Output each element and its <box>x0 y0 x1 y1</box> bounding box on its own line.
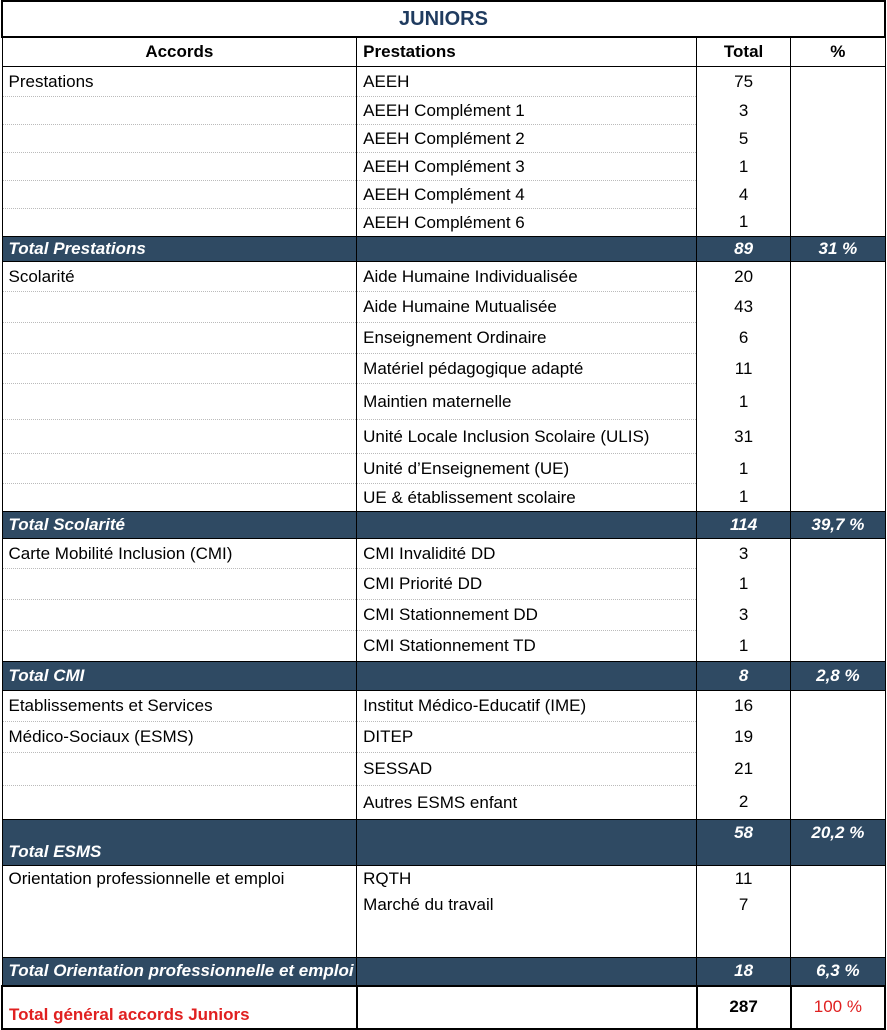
accord-cell <box>2 631 357 662</box>
table-row <box>2 153 885 181</box>
prestation-label: Autres ESMS enfant <box>357 786 697 820</box>
table-row <box>2 892 885 918</box>
table-row <box>2 753 885 786</box>
prestation-percent <box>791 866 885 892</box>
total-value: 18 <box>697 958 791 986</box>
table-row <box>2 125 885 153</box>
prestation-percent <box>791 292 885 323</box>
prestation-label: Unité Locale Inclusion Scolaire (ULIS) <box>357 420 697 454</box>
prestation-label: CMI Stationnement TD <box>357 631 697 662</box>
prestation-percent <box>791 384 885 420</box>
total-label: Total ESMS <box>2 820 357 866</box>
grand-total-row <box>2 986 885 1029</box>
prestation-label: AEEH Complément 4 <box>357 181 697 209</box>
prestation-label: UE & établissement scolaire <box>357 484 697 512</box>
prestation-percent <box>791 262 885 292</box>
prestation-percent <box>791 153 885 181</box>
accord-cell: Scolarité <box>2 262 357 292</box>
prestation-label: RQTH <box>357 866 697 892</box>
prestation-total: 1 <box>697 569 791 600</box>
total-percent: 31 % <box>791 237 885 262</box>
total-value: 89 <box>697 237 791 262</box>
prestation-percent <box>791 539 885 569</box>
prestation-total: 1 <box>697 631 791 662</box>
accord-cell: Etablissements et Services <box>2 691 357 722</box>
prestation-total: 11 <box>697 866 791 892</box>
juniors-table <box>1 0 886 1030</box>
accord-cell <box>2 292 357 323</box>
table-row <box>2 67 885 97</box>
prestation-percent <box>791 786 885 820</box>
total-label: Total CMI <box>2 662 357 691</box>
table-row <box>2 354 885 384</box>
prestation-label: Aide Humaine Mutualisée <box>357 292 697 323</box>
prestation-label: AEEH Complément 6 <box>357 209 697 237</box>
header-accords: Accords <box>2 37 357 67</box>
header-percent: % <box>791 37 885 67</box>
prestation-label: Institut Médico-Educatif (IME) <box>357 691 697 722</box>
accord-cell <box>2 753 357 786</box>
prestation-total: 4 <box>697 181 791 209</box>
prestation-percent <box>791 892 885 918</box>
title-row <box>2 1 885 37</box>
total-empty-cell <box>357 820 697 866</box>
accord-cell: Orientation professionnelle et emploi <box>2 866 357 892</box>
prestation-percent <box>791 569 885 600</box>
spacer-cell <box>697 918 791 958</box>
total-row <box>2 237 885 262</box>
prestation-percent <box>791 67 885 97</box>
prestation-label: DITEP <box>357 722 697 753</box>
header-row <box>2 37 885 67</box>
total-label: Total Orientation professionnelle et emploi <box>2 958 357 986</box>
prestation-total: 20 <box>697 262 791 292</box>
spacer-cell <box>791 918 885 958</box>
grand-total-label: Total général accords Juniors <box>2 986 357 1029</box>
prestation-percent <box>791 722 885 753</box>
accord-cell <box>2 420 357 454</box>
prestation-total: 3 <box>697 97 791 125</box>
total-empty-cell <box>357 662 697 691</box>
prestation-total: 5 <box>697 125 791 153</box>
prestation-label: CMI Invalidité DD <box>357 539 697 569</box>
total-percent: 2,8 % <box>791 662 885 691</box>
table-row <box>2 786 885 820</box>
table-row <box>2 631 885 662</box>
prestation-label: AEEH Complément 3 <box>357 153 697 181</box>
prestation-percent <box>791 420 885 454</box>
table-row <box>2 866 885 892</box>
table-row <box>2 384 885 420</box>
accord-cell <box>2 484 357 512</box>
prestation-label: CMI Stationnement DD <box>357 600 697 631</box>
table-row <box>2 97 885 125</box>
prestation-total: 31 <box>697 420 791 454</box>
prestation-percent <box>791 454 885 484</box>
total-empty-cell <box>357 958 697 986</box>
table-row-spacer <box>2 918 885 958</box>
accord-cell <box>2 569 357 600</box>
prestation-percent <box>791 631 885 662</box>
prestation-total: 1 <box>697 384 791 420</box>
prestation-label: Aide Humaine Individualisée <box>357 262 697 292</box>
total-empty-cell <box>357 512 697 539</box>
prestation-percent <box>791 691 885 722</box>
table-row <box>2 722 885 753</box>
table-row <box>2 262 885 292</box>
prestation-total: 11 <box>697 354 791 384</box>
spacer-cell <box>357 918 697 958</box>
accord-cell <box>2 125 357 153</box>
prestation-total: 43 <box>697 292 791 323</box>
prestation-percent <box>791 323 885 354</box>
grand-total-empty <box>357 986 697 1029</box>
accord-cell <box>2 209 357 237</box>
prestation-label: AEEH Complément 1 <box>357 97 697 125</box>
prestation-percent <box>791 753 885 786</box>
table-row <box>2 600 885 631</box>
table-row <box>2 569 885 600</box>
prestation-total: 16 <box>697 691 791 722</box>
prestation-total: 19 <box>697 722 791 753</box>
prestation-total: 2 <box>697 786 791 820</box>
table-row <box>2 484 885 512</box>
accord-cell <box>2 97 357 125</box>
prestation-label: Maintien maternelle <box>357 384 697 420</box>
prestation-label: CMI Priorité DD <box>357 569 697 600</box>
total-row <box>2 512 885 539</box>
prestation-percent <box>791 97 885 125</box>
prestation-total: 21 <box>697 753 791 786</box>
prestation-label: AEEH Complément 2 <box>357 125 697 153</box>
accord-cell <box>2 354 357 384</box>
prestation-label: Unité d’Enseignement (UE) <box>357 454 697 484</box>
table-row <box>2 420 885 454</box>
table-row <box>2 539 885 569</box>
total-percent: 6,3 % <box>791 958 885 986</box>
accord-cell: Carte Mobilité Inclusion (CMI) <box>2 539 357 569</box>
prestation-percent <box>791 125 885 153</box>
spacer-cell <box>2 918 357 958</box>
accord-cell <box>2 181 357 209</box>
total-row <box>2 820 885 866</box>
accord-cell <box>2 600 357 631</box>
header-prestations: Prestations <box>357 37 697 67</box>
accord-cell: Médico-Sociaux (ESMS) <box>2 722 357 753</box>
total-label: Total Prestations <box>2 237 357 262</box>
table-row <box>2 209 885 237</box>
prestation-total: 1 <box>697 209 791 237</box>
table-row <box>2 691 885 722</box>
prestation-total: 1 <box>697 484 791 512</box>
total-value: 114 <box>697 512 791 539</box>
prestation-label: SESSAD <box>357 753 697 786</box>
total-value: 8 <box>697 662 791 691</box>
prestation-total: 75 <box>697 67 791 97</box>
total-label: Total Scolarité <box>2 512 357 539</box>
table-row <box>2 323 885 354</box>
table-row <box>2 454 885 484</box>
header-total: Total <box>697 37 791 67</box>
prestation-percent <box>791 354 885 384</box>
total-empty-cell <box>357 237 697 262</box>
prestation-total: 7 <box>697 892 791 918</box>
prestation-label: Enseignement Ordinaire <box>357 323 697 354</box>
accord-cell <box>2 153 357 181</box>
accord-cell <box>2 454 357 484</box>
grand-total-percent: 100 % <box>791 986 885 1029</box>
accord-cell <box>2 384 357 420</box>
prestation-label: Marché du travail <box>357 892 697 918</box>
prestation-percent <box>791 484 885 512</box>
prestation-total: 6 <box>697 323 791 354</box>
prestation-total: 3 <box>697 539 791 569</box>
total-row <box>2 662 885 691</box>
accord-cell <box>2 323 357 354</box>
prestation-total: 3 <box>697 600 791 631</box>
total-percent: 20,2 % <box>791 820 885 866</box>
table-title: JUNIORS <box>2 1 885 37</box>
total-row <box>2 958 885 986</box>
prestation-total: 1 <box>697 153 791 181</box>
prestation-percent <box>791 209 885 237</box>
table-row <box>2 181 885 209</box>
total-percent: 39,7 % <box>791 512 885 539</box>
table-row <box>2 292 885 323</box>
prestation-label: Matériel pédagogique adapté <box>357 354 697 384</box>
prestation-label: AEEH <box>357 67 697 97</box>
accord-cell: Prestations <box>2 67 357 97</box>
accord-cell <box>2 892 357 918</box>
prestation-total: 1 <box>697 454 791 484</box>
total-value: 58 <box>697 820 791 866</box>
prestation-percent <box>791 600 885 631</box>
accord-cell <box>2 786 357 820</box>
prestation-percent <box>791 181 885 209</box>
grand-total-value: 287 <box>697 986 791 1029</box>
